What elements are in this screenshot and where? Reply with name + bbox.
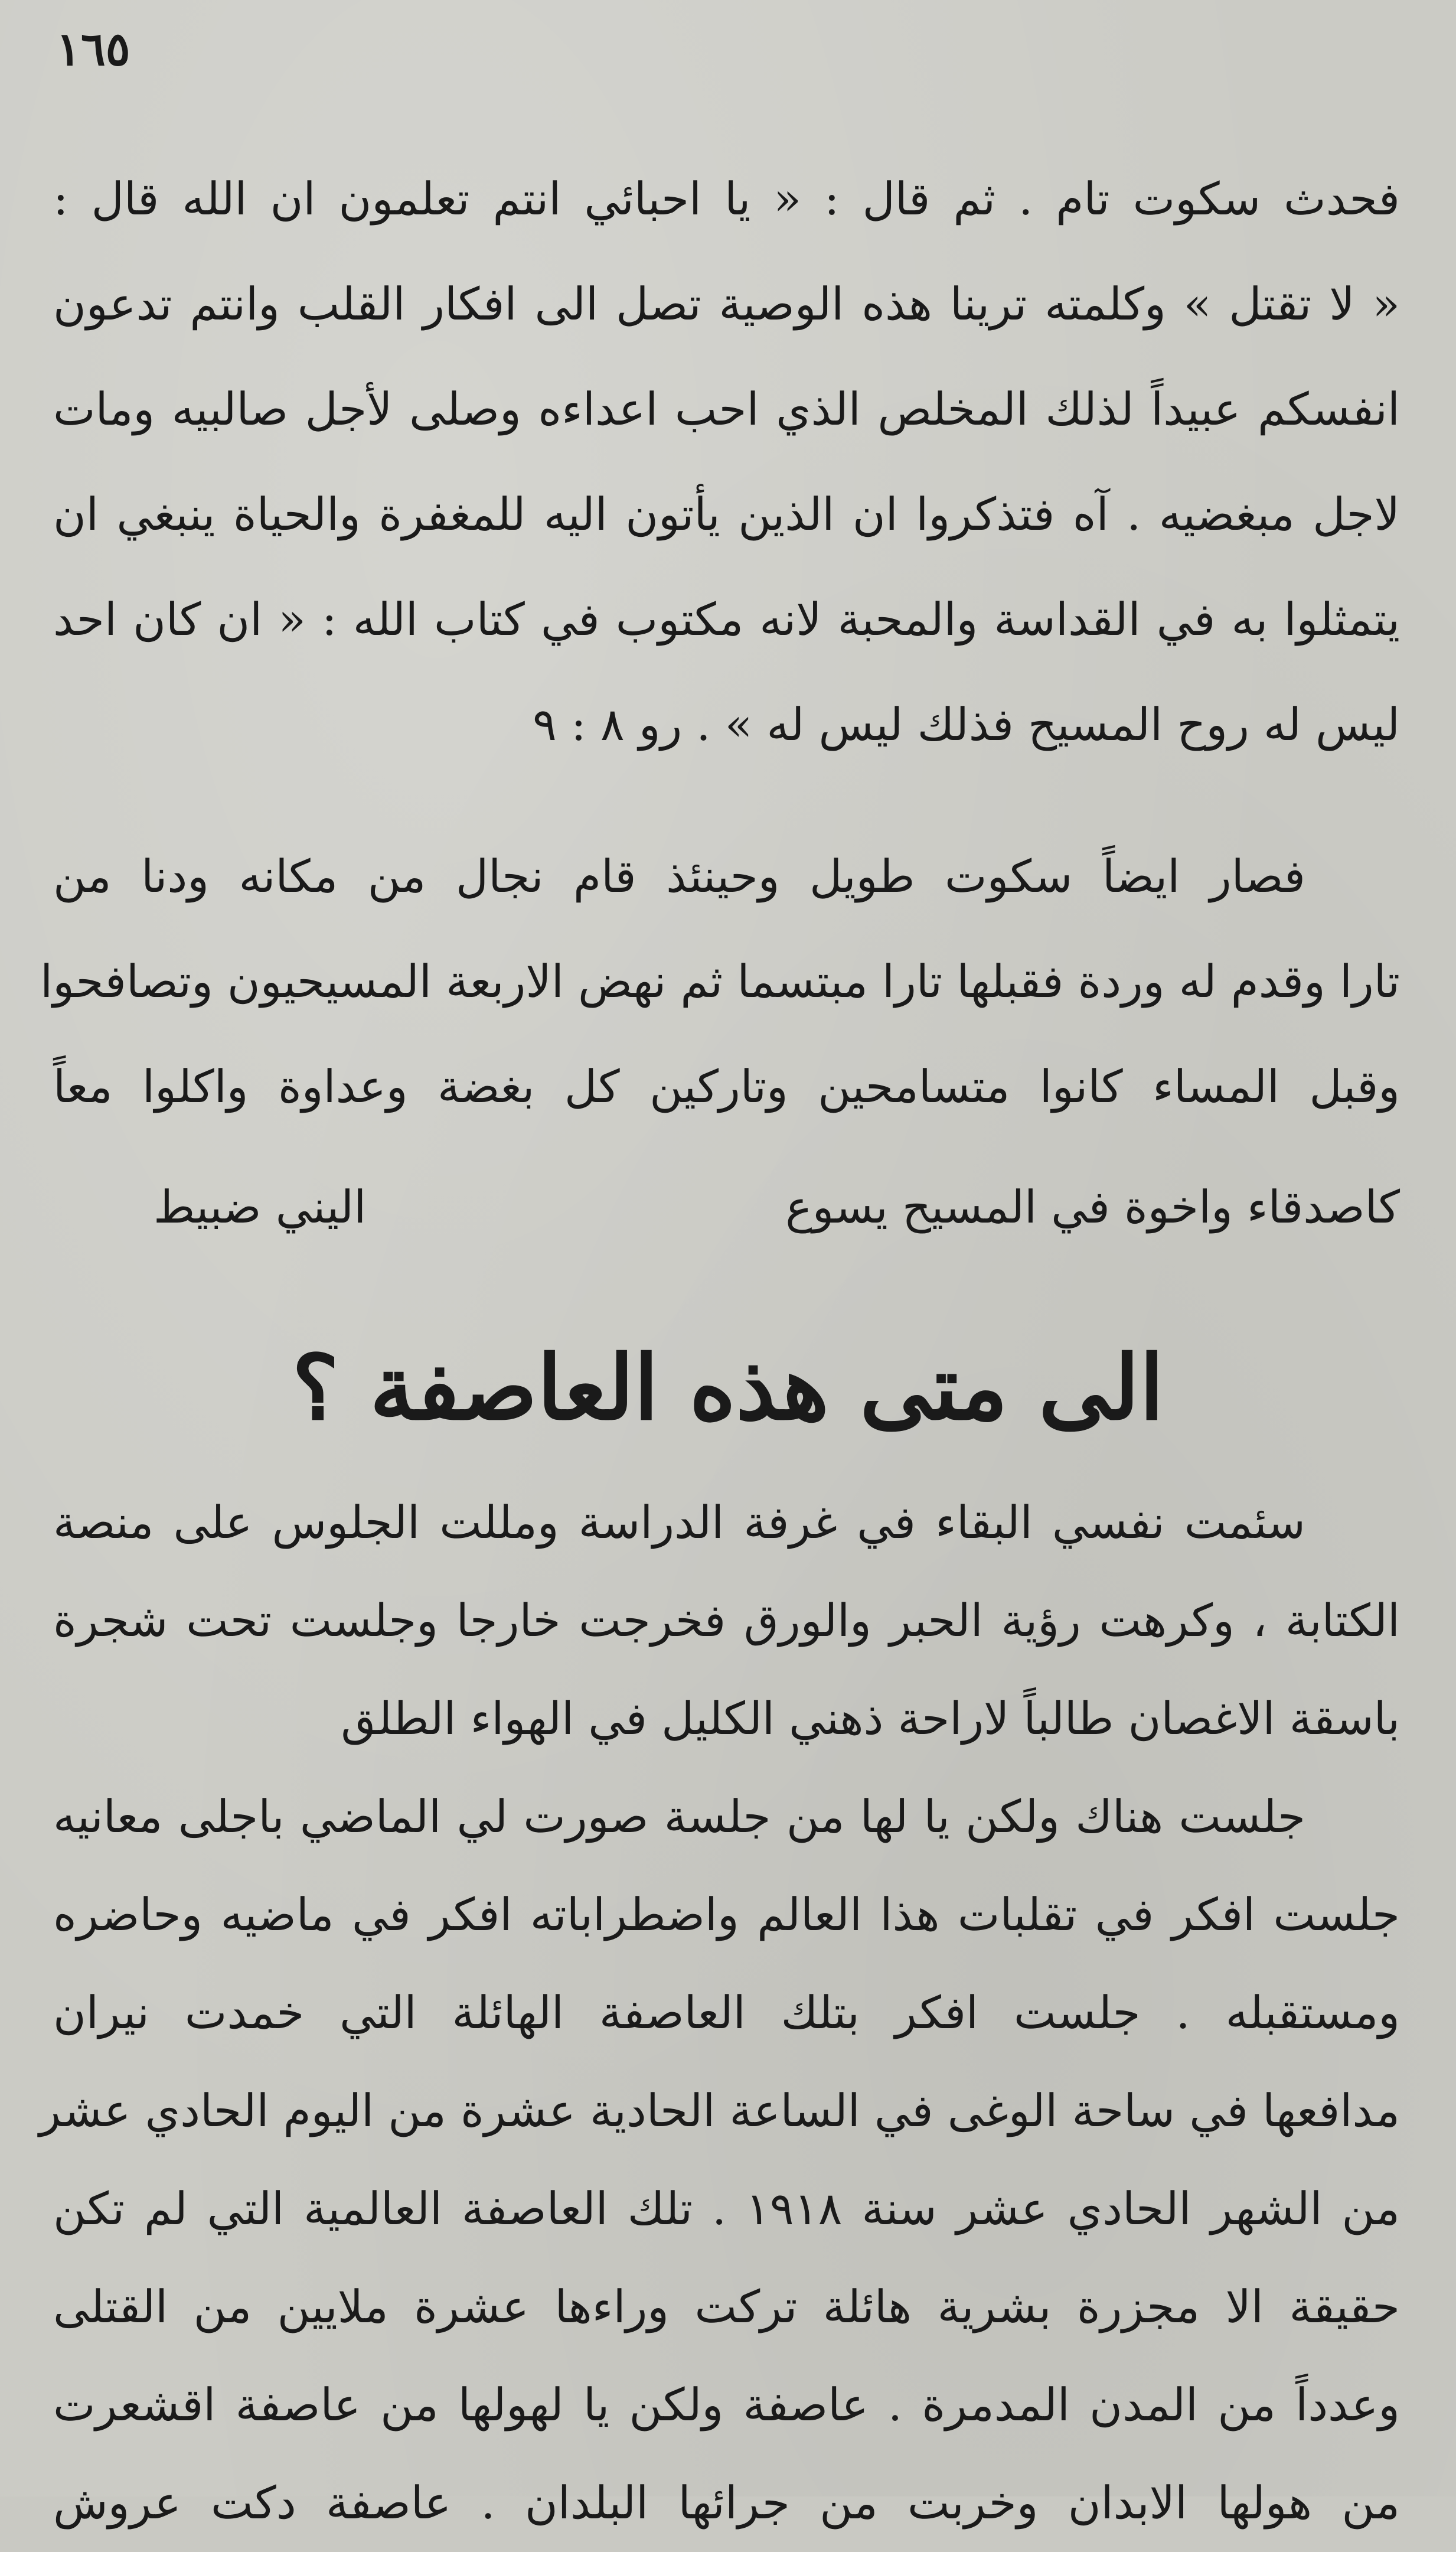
text-line: ومستقبله . جلست افكر بتلك العاصفة الهائلة التي خمدت نيران	[53, 1986, 1400, 2039]
story-paragraph-1	[53, 146, 1400, 777]
text-line: « لا تقتل » وكلمته ترينا هذه الوصية تصل الى افكار القلب وانتم تدعون	[53, 278, 1400, 330]
text-line: جلست هناك ولكن يا لها من جلسة صورت لي الماضي باجلى معانيه	[53, 1790, 1305, 1843]
page-number: ١٦٥	[56, 22, 130, 76]
text-line: لاجل مبغضيه . آه فتذكروا ان الذين يأتون اليه للمغفرة والحياة ينبغي ان	[53, 488, 1400, 540]
text-line: فحدث سكوت تام . ثم قال : « يا احبائي انتم تعلمون ان الله قال :	[53, 172, 1400, 225]
text-line: من الشهر الحادي عشر سنة ١٩١٨ . تلك العاصفة العالمية التي لم تكن	[53, 2182, 1400, 2235]
text-line: فصار ايضاً سكوت طويل وحينئذ قام نجال من مكانه ودنا من	[53, 850, 1305, 902]
text-line: حقيقة الا مجزرة بشرية هائلة تركت وراءها عشرة ملايين من القتلى	[53, 2280, 1400, 2333]
article-body	[39, 1474, 1400, 2552]
text-line: وعدداً من المدن المدمرة . عاصفة ولكن يا لهولها من عاصفة اقشعرت	[53, 2378, 1400, 2431]
text-line: باسقة الاغصان طالباً لاراحة ذهني الكليل في الهواء الطلق	[341, 1692, 1400, 1745]
closing-text: كاصدقاء واخوة في المسيح يسوع	[785, 1181, 1400, 1233]
text-line: ليس له روح المسيح فذلك ليس له » . رو ٨ : ٩	[533, 698, 1400, 751]
author-signature: اليني ضبيط	[154, 1181, 367, 1233]
text-line: وقبل المساء كانوا متسامحين وتاركين كل بغضة وعداوة واكلوا معاً	[53, 1060, 1400, 1113]
text-line: سئمت نفسي البقاء في غرفة الدراسة ومللت الجلوس على منصة	[53, 1496, 1305, 1549]
story-paragraph-2	[40, 824, 1400, 1139]
text-line: انفسكم عبيداً لذلك المخلص الذي احب اعداءه وصلى لأجل صالبيه ومات	[53, 383, 1400, 435]
text-line: مدافعها في ساحة الوغى في الساعة الحادية عشرة من اليوم الحادي عشر	[39, 2084, 1400, 2137]
text-line: تارا وقدم له وردة فقبلها تارا مبتسما ثم نهض الاربعة المسيحيون وتصافحوا	[40, 955, 1400, 1008]
text-line: يتمثلوا به في القداسة والمحبة لانه مكتوب في كتاب الله : « ان كان احد	[53, 593, 1400, 646]
text-line: الكتابة ، وكرهت رؤية الحبر والورق فخرجت خارجا وجلست تحت شجرة	[53, 1594, 1400, 1647]
text-line: من هولها الابدان وخربت من جرائها البلدان . عاصفة دكت عروش	[53, 2476, 1400, 2529]
closing-line	[53, 1155, 1400, 1260]
article-title: الى متى هذه العاصفة ؟	[292, 1336, 1164, 1440]
text-line: جلست افكر في تقلبات هذا العالم واضطراباته افكر في ماضيه وحاضره	[53, 1888, 1400, 1941]
